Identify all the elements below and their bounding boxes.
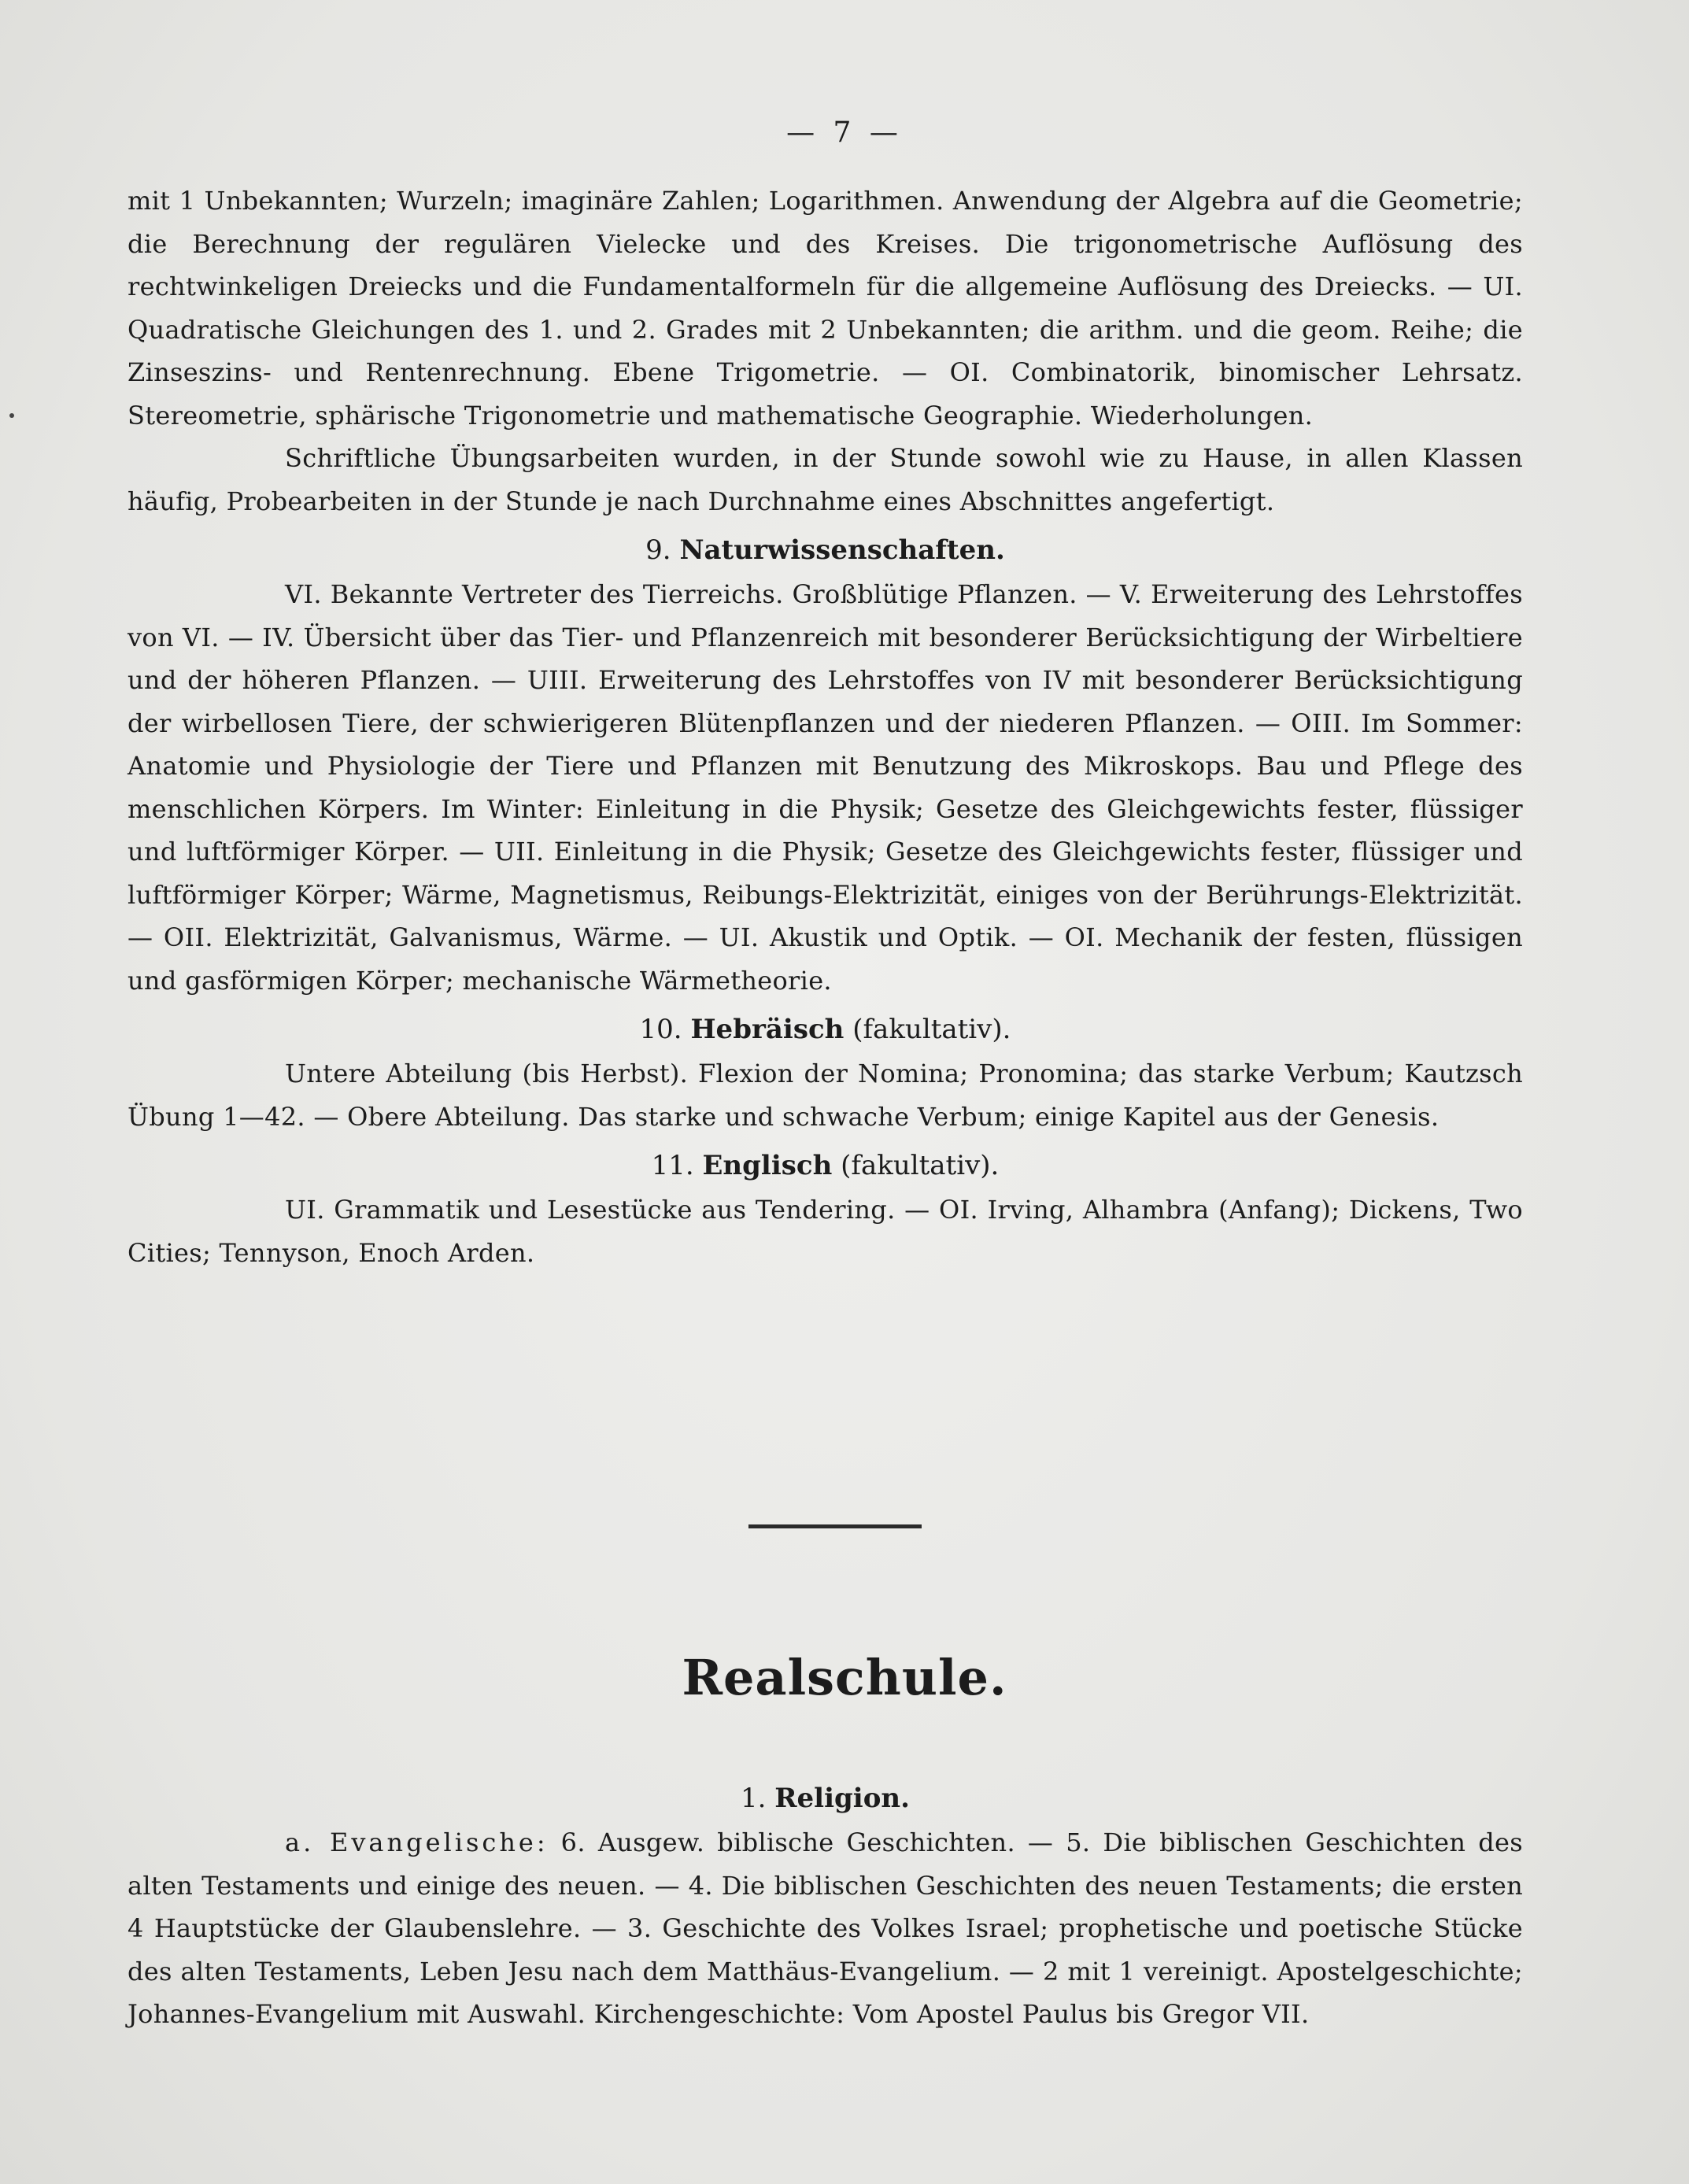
section-title: Religion. bbox=[774, 1783, 910, 1814]
section-text: UI. Grammatik und Lesestücke aus Tendering. — OI. Irving, Alhambra (Anfang); Dickens, Two Cities; Tennyson, Enoch Arden. bbox=[128, 1195, 1523, 1268]
math-continuation-paragraph: mit 1 Unbekannten; Wurzeln; imaginäre Zahlen; Logarithmen. Anwendung der Algebra auf die Geometrie; die Berechnung der regulären Vielecke und des Kreises. Die trigonometrische Auflösung des rechtwinkeligen Dreiecks und die Fundamentalformeln für die allgemeine Auflösung des Dreiecks. — UI. Quadratische Gleichungen des 1. und 2. Grades mit 2 Unbekannten; die arithm. und die geom. Reihe; die Zinseszins- und Rentenrechnung. Ebene Trigometrie. — OI. Combinatorik, binomischer Lehrsatz. Stereometrie, sphärische Trigonometrie und mathematische Geographie. Wiederholungen. bbox=[128, 186, 1523, 431]
math-exercises-paragraph: Schriftliche Übungsarbeiten wurden, in der Stunde sowohl wie zu Hause, in allen Klassen häufig, Probearbeiten in der Stunde je nach Durchnahme eines Abschnittes angefertigt. bbox=[128, 443, 1523, 516]
section-title: Englisch bbox=[702, 1150, 833, 1181]
section-note: (fakultativ). bbox=[852, 1014, 1011, 1045]
margin-speck bbox=[9, 413, 14, 418]
section-note: (fakultativ). bbox=[841, 1150, 1000, 1181]
religion-text bbox=[128, 1821, 1523, 2036]
section-number: 11. bbox=[651, 1150, 694, 1181]
section-heading bbox=[128, 523, 1523, 573]
religion-heading bbox=[128, 1771, 1523, 1821]
section-title: Hebräisch bbox=[690, 1014, 844, 1045]
section-heading bbox=[128, 1138, 1523, 1188]
section-heading bbox=[128, 1002, 1523, 1052]
section-number: 9. bbox=[645, 534, 671, 566]
page-number: — 7 — bbox=[786, 116, 903, 149]
religion-lead: a. Evangelische: bbox=[285, 1827, 549, 1857]
section-text: Untere Abteilung (bis Herbst). Flexion der Nomina; Pronomina; das starke Verbum; Kautzsch Übung 1—42. — Obere Abteilung. Das starke und schwache Verbum; einige Kapitel aus der Genesis. bbox=[128, 1059, 1523, 1132]
section-englisch bbox=[128, 1138, 1523, 1274]
section-hebraeisch bbox=[128, 1002, 1523, 1138]
lower-content bbox=[128, 1771, 1523, 2036]
section-number: 1. bbox=[741, 1783, 767, 1814]
religion-body: 6. Ausgew. biblische Geschichten. — 5. Die biblischen Geschichten des alten Testaments und einige des neuen. — 4. Die biblischen Geschichten des neuen Testaments; die ersten 4 Hauptstücke der Glaubenslehre. — 3. Geschichte des Volkes Israel; prophetische und poetische Stücke des alten Testaments, Leben Jesu nach dem Matthäus-Evangelium. — 2 mit 1 vereinigt. Apostelgeschichte; Johannes-Evangelium mit Auswahl. Kirchengeschichte: Vom Apostel Paulus bis Gregor VII. bbox=[128, 1827, 1523, 2029]
section-title: Naturwissenschaften. bbox=[679, 534, 1005, 566]
section-number: 10. bbox=[639, 1014, 682, 1045]
section-naturwissenschaften bbox=[128, 523, 1523, 1002]
section-divider-rule bbox=[748, 1524, 922, 1528]
school-heading: Realschule. bbox=[682, 1649, 1007, 1706]
upper-content bbox=[128, 179, 1523, 1274]
section-text: VI. Bekannte Vertreter des Tierreichs. Großblütige Pflanzen. — V. Erweiterung des Lehrstoffes von VI. — IV. Übersicht über das Tier- und Pflanzenreich mit besonderer Berücksichtigung der Wirbeltiere und der höheren Pflanzen. — UIII. Erweiterung des Lehrstoffes von IV mit besonderer Berücksichtigung der wirbellosen Tiere, der schwierigeren Blütenpflanzen und der niederen Pflanzen. — OIII. Im Sommer: Anatomie und Physiologie der Tiere und Pflanzen mit Benutzung des Mikroskops. Bau und Pflege des menschlichen Körpers. Im Winter: Einleitung in die Physik; Gesetze des Gleichgewichts fester, flüssiger und luftförmiger Körper. — UII. Einleitung in die Physik; Gesetze des Gleichgewichts fester, flüssiger und luftförmiger Körper; Wärme, Magnetismus, Reibungs-Elektrizität, einiges von der Berührungs-Elektrizität. — OII. Elektrizität, Galvanismus, Wärme. — UI. Akustik und Optik. — OI. Mechanik der festen, flüssigen und gasförmigen Körper; mechanische Wärmetheorie. bbox=[128, 579, 1523, 996]
